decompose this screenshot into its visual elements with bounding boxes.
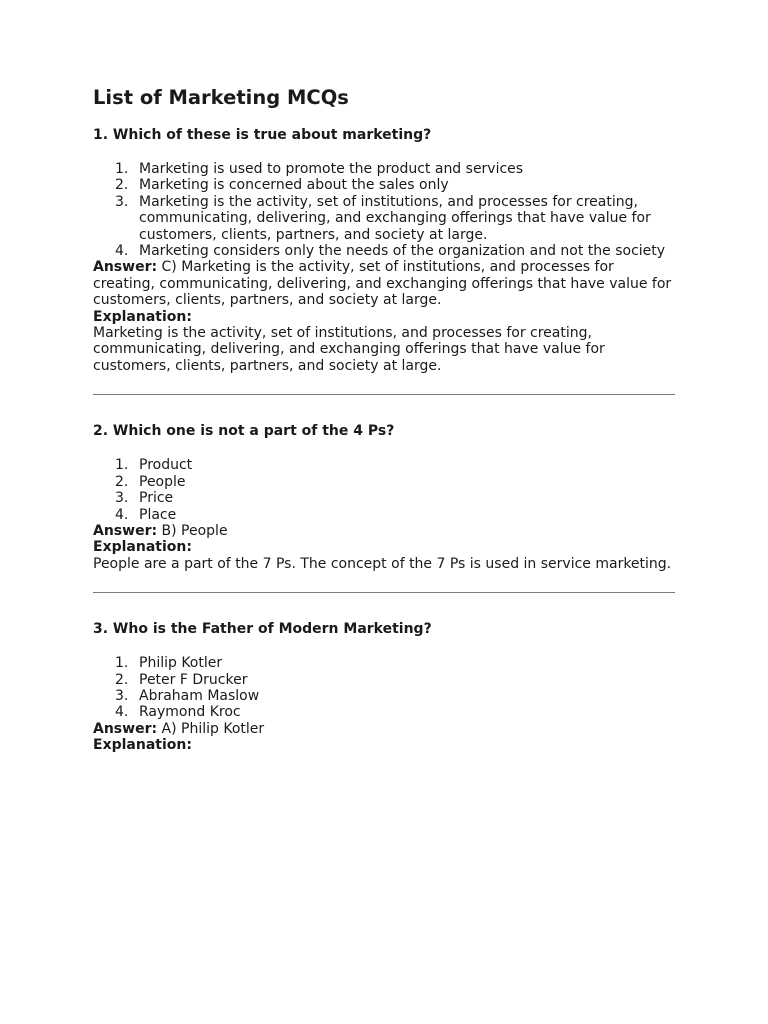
list-item — [93, 457, 675, 473]
question-block-3 — [93, 621, 675, 753]
option-text: Place — [139, 506, 177, 523]
question-text: 1. Which of these is true about marketing? — [93, 127, 432, 143]
option-number: 3. — [115, 490, 129, 507]
list-item — [93, 243, 675, 259]
answer-line — [93, 721, 675, 737]
option-list — [93, 161, 675, 259]
question-block-1 — [93, 127, 675, 374]
option-number: 4. — [115, 704, 129, 721]
list-item — [93, 704, 675, 720]
explanation-text: Marketing is the activity, set of institutions, and processes for creating, communicating, delivering, and exchanging offerings that have value for customers, clients, partners, and society at large. — [93, 325, 605, 374]
option-number: 3. — [115, 687, 129, 704]
question-text: 3. Who is the Father of Modern Marketing? — [93, 621, 432, 638]
option-text: Abraham Maslow — [139, 687, 260, 704]
option-text: Marketing is used to promote the product and services — [139, 161, 524, 177]
option-text: Raymond Kroc — [139, 704, 241, 721]
explanation-label: Explanation: — [93, 308, 192, 325]
answer-text: B) People — [157, 522, 228, 539]
option-number: 4. — [115, 243, 129, 260]
option-text: Philip Kotler — [139, 655, 223, 672]
option-number: 2. — [115, 671, 129, 688]
option-text: Product — [139, 457, 193, 474]
section-divider — [93, 592, 675, 593]
answer-line — [93, 523, 675, 539]
answer-text: C) Marketing is the activity, set of institutions, and processes for creating, communicating, delivering, and exchanging offerings that have value for customers, clients, partners, and society at large. — [93, 259, 672, 309]
option-text: Peter F Drucker — [139, 671, 248, 688]
list-item — [93, 161, 675, 177]
question-block-2 — [93, 423, 675, 572]
option-text: People — [139, 473, 186, 490]
list-item — [93, 655, 675, 671]
option-number: 2. — [115, 473, 129, 490]
option-number: 3. — [115, 193, 129, 210]
answer-text: A) Philip Kotler — [157, 720, 265, 737]
option-text: Marketing is concerned about the sales only — [139, 177, 449, 194]
option-list — [93, 655, 675, 721]
answer-label: Answer: — [93, 720, 158, 737]
option-number: 1. — [115, 457, 129, 474]
explanation-text: People are a part of the 7 Ps. The concept of the 7 Ps is used in service marketing. — [93, 555, 672, 572]
list-item — [93, 194, 675, 243]
answer-label: Answer: — [93, 259, 158, 276]
option-text: Marketing considers only the needs of the organization and not the society — [139, 243, 666, 260]
list-item — [93, 507, 675, 523]
list-item — [93, 688, 675, 704]
option-text: Price — [139, 490, 174, 507]
option-number: 1. — [115, 655, 129, 672]
list-item — [93, 490, 675, 506]
answer-label: Answer: — [93, 522, 158, 539]
list-item — [93, 177, 675, 193]
option-list — [93, 457, 675, 523]
explanation-label: Explanation: — [93, 539, 192, 556]
option-text: Marketing is the activity, set of institutions, and processes for creating, communicating, delivering, and exchanging offerings that have value for customers, clients, partners, and society at large. — [139, 193, 651, 243]
option-number: 1. — [115, 161, 129, 177]
question-text: 2. Which one is not a part of the 4 Ps? — [93, 423, 395, 440]
section-divider — [93, 394, 675, 395]
list-item — [93, 672, 675, 688]
option-number: 2. — [115, 177, 129, 194]
page-title: List of Marketing MCQs — [93, 86, 349, 109]
option-number: 4. — [115, 506, 129, 523]
list-item — [93, 474, 675, 490]
explanation-label: Explanation: — [93, 737, 192, 754]
answer-line — [93, 259, 675, 308]
